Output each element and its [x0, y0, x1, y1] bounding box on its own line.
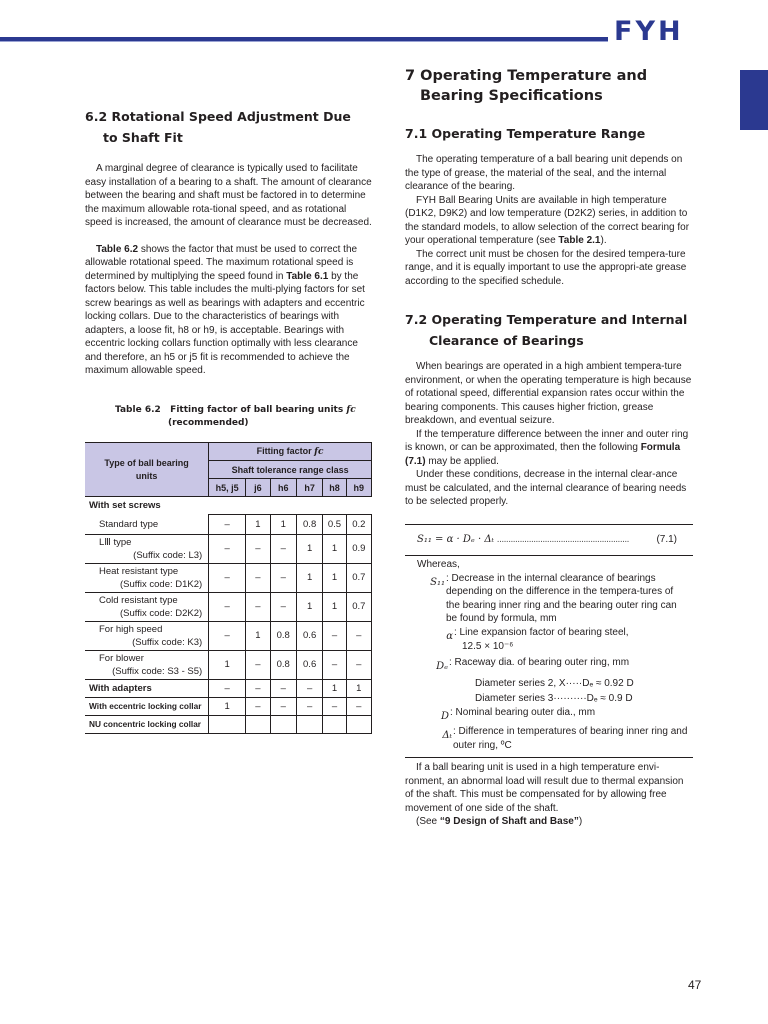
formula-leader: .......................................................... — [496, 534, 629, 545]
definition-alpha: α : Line expansion factor of bearing steel, 12.5 × 10⁻⁶ — [405, 626, 693, 653]
section-7-1-para-2: FYH Ball Bearing Units are available in high temperature (D1K2, D9K2) and low temperature (D2K2) series, in addition to the standard models, to allow selection of the correct bearing for your operational temperature (see Table 2.1). — [405, 194, 690, 246]
right-column — [405, 66, 693, 509]
row-label: Cold resistant type (Suffix code: D2K2) — [85, 592, 209, 621]
table-cell: 0.7 — [346, 592, 371, 621]
table-cell: 1 — [346, 679, 371, 697]
formula-7-1 — [405, 524, 693, 556]
row-label: Standard type — [85, 515, 209, 535]
table-cell: 1 — [209, 650, 246, 679]
row-label: For high speed (Suffix code: K3) — [85, 621, 209, 650]
closing-reference: (See “9 Design of Shaft and Base”) — [416, 816, 583, 827]
table-row — [85, 697, 372, 715]
left-column — [85, 106, 373, 378]
section-7-2-heading — [405, 309, 693, 351]
table-cell: 0.6 — [296, 650, 322, 679]
table-caption-number: Table 6.2 — [115, 405, 161, 415]
section-7-2-heading-line2: Clearance of Bearings — [429, 333, 584, 348]
table-cell: – — [246, 679, 270, 697]
table-cell: – — [323, 697, 346, 715]
table-row — [85, 715, 372, 733]
table-cell: – — [346, 650, 371, 679]
section-9-reference: “9 Design of Shaft and Base” — [439, 816, 579, 827]
section-7-2-para-1: When bearings are operated in a high ambient tempera-ture environment, or when the operating temperature is high because of rotational speed, differential expansion rates occur within the bearing components. This causes higher friction, grease breakdown, and eventual seizure. — [405, 361, 692, 426]
definition-delta-t: Δₜ : Difference in temperatures of bearing inner ring and outer ring, ºC — [442, 726, 688, 751]
symbol-de: Dₑ — [436, 661, 448, 673]
section-6-2-heading-line2: to Shaft Fit — [103, 130, 183, 145]
section-7-1-heading: 7.1 Operating Temperature Range — [405, 126, 646, 141]
table-cell: – — [209, 515, 246, 535]
table-row — [85, 621, 372, 650]
definition-s11: S₁₁ : Decrease in the internal clearance of bearings depending on the difference in the tempera-tures of the bearing inner ring and the bearing outer ring can be found by formula, mm — [430, 572, 677, 625]
table-col-header: h5, j5 — [209, 479, 246, 497]
diameter-series-3: Diameter series 3··········Dₑ ≈ 0.9 D — [475, 692, 633, 704]
definition-d: D : Nominal bearing outer dia., mm — [440, 707, 596, 723]
table-cell: 0.8 — [270, 621, 296, 650]
table-header-fitting-factor: Fitting factor fc — [209, 443, 372, 461]
table-cell: – — [270, 697, 296, 715]
formula-definitions — [405, 556, 693, 758]
header-rule-thin — [0, 41, 608, 42]
table-cell — [323, 715, 346, 733]
table-cell — [296, 715, 322, 733]
section-7-2-heading-line1: 7.2 Operating Temperature and Internal — [405, 312, 688, 327]
table-caption-text: Fitting factor of ball bearing units — [170, 405, 344, 415]
row-label: LⅢ type (Suffix code: L3) — [85, 534, 209, 563]
table-cell: 0.9 — [346, 534, 371, 563]
section-7-2-para-3: Under these conditions, decrease in the internal clear-ance must be calculated, and the internal clearance of bearing needs to be selected properly. — [405, 469, 687, 507]
table-cell: 1 — [296, 592, 322, 621]
section-6-2-heading-line1: 6.2 Rotational Speed Adjustment Due — [85, 109, 351, 124]
symbol-d: D — [440, 711, 449, 723]
table-cell: 1 — [296, 563, 322, 592]
whereas-label: Whereas, — [417, 559, 460, 570]
fyh-logo: FYH — [614, 16, 684, 47]
table-row — [85, 563, 372, 592]
table-col-header: j6 — [246, 479, 270, 497]
table-cell: 1 — [323, 563, 346, 592]
table-cell: 1 — [209, 697, 246, 715]
table-cell: – — [270, 679, 296, 697]
table-cell: 0.2 — [346, 515, 371, 535]
table-cell: – — [270, 592, 296, 621]
table-cell: – — [209, 621, 246, 650]
section-7-heading-line2: Bearing Specifications — [420, 88, 603, 104]
table-cell: 0.8 — [296, 515, 322, 535]
formula-expression: S₁₁ = α · Dₑ · Δₜ — [417, 534, 495, 545]
closing-section — [405, 761, 693, 829]
table-cell: 1 — [246, 621, 270, 650]
table-cell: – — [296, 697, 322, 715]
table-6-1-reference: Table 6.1 — [286, 270, 329, 282]
table-cell: – — [346, 621, 371, 650]
section-7-heading — [405, 66, 693, 106]
table-cell: 0.8 — [270, 650, 296, 679]
table-cell — [346, 715, 371, 733]
table-cell: – — [209, 534, 246, 563]
table-cell: – — [246, 697, 270, 715]
table-cell: – — [209, 592, 246, 621]
closing-para: If a ball bearing unit is used in a high temperature envi-ronment, an abnormal load will result due to thermal expansion of the shaft. This must be compensated for by allowing free movement of one side of the shaft. — [405, 762, 684, 814]
table-row — [85, 592, 372, 621]
section-7-heading-line1: 7 Operating Temperature and — [405, 68, 648, 84]
table-cell: – — [296, 679, 322, 697]
formula-number: (7.1) — [656, 534, 677, 545]
table-cell: 0.5 — [323, 515, 346, 535]
table-cell: 0.7 — [346, 563, 371, 592]
alpha-value: 12.5 × 10⁻⁶ — [462, 640, 514, 652]
table-6-2-caption — [115, 404, 375, 430]
section-6-2-para-1: A marginal degree of clearance is typically used to facilitate easy installation of a bearing to a shaft. The amount of clearance between the bearing and shaft must be factored in to determine the maximum allowable rota-tional speed, and as rotational speed is increased, the amount of clearance must be decreased. — [85, 163, 372, 228]
table-cell: 1 — [270, 515, 296, 535]
fitting-factor-table — [85, 442, 372, 734]
table-cell: 1 — [296, 534, 322, 563]
section-6-2-para-2: Table 6.2 shows the factor that must be used to correct the allowable rotational speed. The maximum rotational speed is determined by multiplying the speed found in Table 6.1 by the factors below. This table includes the multi-plying factors for set screw bearings as well as bearings with adapters and eccentric locking collars. Due to the characteristics of bearings with adapters, a loose fit, h8 or h9, is acceptable. Bearings with eccentric locking collars function optimally with less clearance and therefore, an h5 or j5 fit is recommended to achieve the maximum allowable speed. — [85, 243, 365, 376]
table-cell: 1 — [323, 534, 346, 563]
table-cell: – — [323, 621, 346, 650]
table-cell: 0.6 — [296, 621, 322, 650]
table-cell: – — [246, 563, 270, 592]
table-cell: – — [209, 679, 246, 697]
chapter-tab-marker — [740, 70, 768, 130]
table-cell: – — [246, 534, 270, 563]
table-cell: – — [209, 563, 246, 592]
row-label: NU concentric locking collar — [85, 715, 209, 733]
group-set-screws: With set screws — [85, 497, 372, 515]
table-cell: – — [270, 534, 296, 563]
symbol-delta-t: Δₜ — [442, 730, 452, 742]
row-label: Heat resistant type (Suffix code: D1K2) — [85, 563, 209, 592]
table-col-header: h7 — [296, 479, 322, 497]
definition-de: Dₑ : Raceway dia. of bearing outer ring, mm — [436, 657, 630, 673]
section-7-1-para-1: The operating temperature of a ball bearing unit depends on the type of grease, the material of the seal, and the internal clearance of the bearing. — [405, 154, 683, 192]
diameter-series-2: Diameter series 2, X·····Dₑ ≈ 0.92 D — [475, 678, 634, 690]
table-row — [85, 650, 372, 679]
row-label: For blower (Suffix code: S3 - S5) — [85, 650, 209, 679]
page-number: 47 — [688, 978, 702, 992]
table-cell: – — [246, 592, 270, 621]
table-cell: 1 — [323, 679, 346, 697]
table-caption-symbol: fc — [346, 405, 356, 415]
table-header-type: Type of ball bearing units — [85, 443, 209, 497]
table-caption-line2: (recommended) — [168, 418, 249, 428]
table-col-header: h6 — [270, 479, 296, 497]
table-cell — [209, 715, 246, 733]
table-cell — [246, 715, 270, 733]
row-label: With eccentric locking collar — [85, 697, 209, 715]
table-cell: – — [270, 563, 296, 592]
row-label: With adapters — [85, 679, 209, 697]
table-cell: – — [323, 650, 346, 679]
table-row — [85, 515, 372, 535]
table-cell: 1 — [246, 515, 270, 535]
table-row — [85, 679, 372, 697]
table-cell: – — [346, 697, 371, 715]
section-6-2-heading — [85, 106, 373, 148]
symbol-alpha: α — [446, 630, 453, 642]
table-row — [85, 534, 372, 563]
table-header-tolerance-class: Shaft tolerance range class — [209, 461, 372, 479]
table-6-2-reference: Table 6.2 — [96, 243, 139, 255]
formula-7-1-reference: Formula (7.1) — [405, 442, 681, 467]
symbol-s11: S₁₁ — [430, 576, 445, 588]
table-cell: 1 — [323, 592, 346, 621]
section-7-1-para-3: The correct unit must be chosen for the desired tempera-ture range, and it is equally important to use the appropri-ate grease according to the specified schedule. — [405, 248, 687, 287]
table-col-header: h8 — [323, 479, 346, 497]
table-cell — [270, 715, 296, 733]
section-7-2-para-2: If the temperature difference between the inner and outer ring is known, or can be approximated, then the following Formula (7.1) may be applied. — [405, 428, 689, 467]
table-col-header: h9 — [346, 479, 371, 497]
table-cell: – — [246, 650, 270, 679]
table-2-1-reference: Table 2.1 — [558, 235, 601, 246]
